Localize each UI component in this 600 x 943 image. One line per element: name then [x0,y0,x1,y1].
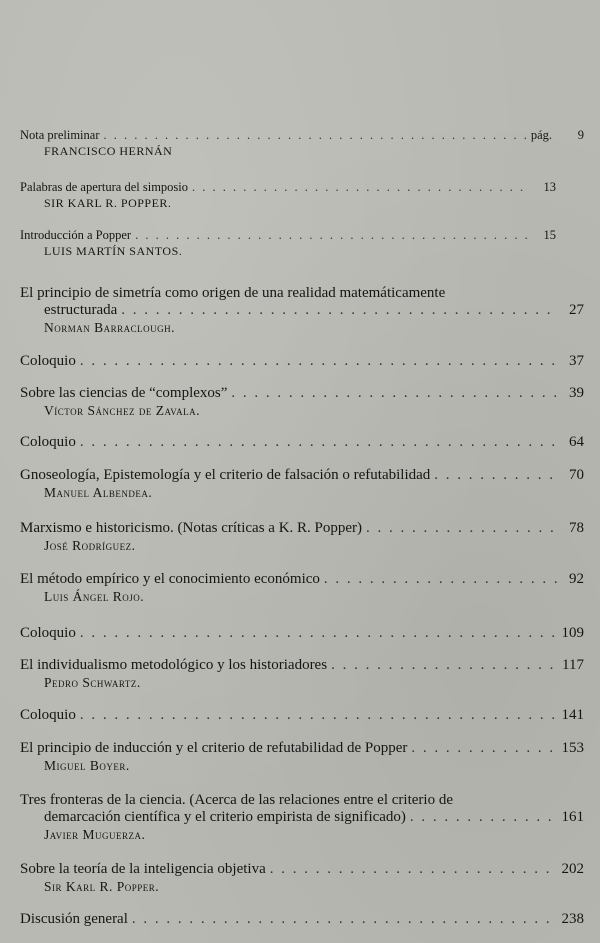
toc-entry [20,228,584,259]
entry-title: El individualismo metodológico y los historiadores [20,657,328,673]
page-number: 153 [561,740,584,756]
toc-entry [20,520,584,554]
leader-dots [331,657,558,674]
entry-title: Palabras de apertura del simposio [20,180,189,194]
page-number: 161 [561,809,584,825]
toc-entry [20,467,584,501]
leader-dots [135,228,530,243]
entry-author: Víctor Sánchez de Zavala. [44,403,201,418]
toc-entry [20,180,584,211]
page-number: 13 [543,180,556,194]
entry-title: Coloquio [20,434,76,450]
leader-dots [80,707,558,724]
entry-author: Luis Ángel Rojo. [44,589,145,604]
page-number: 238 [561,911,584,927]
entry-title: Nota preliminar [20,128,100,142]
page-number: 109 [561,625,584,641]
entry-title: Marxismo e historicismo. (Notas críticas a K. R. Popper) [20,520,363,536]
leader-dots [411,740,557,757]
entry-title: Introducción a Popper [20,228,132,242]
entry-author: Norman Barraclough. [44,320,176,335]
toc-entry [20,571,584,605]
leader-dots [270,861,558,878]
toc-entry [20,911,584,928]
entry-author: Sir Karl R. Popper. [44,879,160,894]
entry-title-line1: Tres fronteras de la ciencia. (Acerca de las relaciones entre el criterio de [20,792,453,808]
leader-dots [80,434,558,451]
page-number: 78 [569,520,584,536]
leader-dots [434,467,558,484]
leader-dots [132,911,558,928]
entry-title: Discusión general [20,911,128,927]
entry-author: FRANCISCO HERNÁN [44,144,173,158]
page-number: 15 [543,228,556,242]
page-number: 39 [569,385,584,401]
toc-entry [20,625,584,642]
page-number: 92 [569,571,584,587]
page-number: 117 [562,657,584,673]
entry-title: Coloquio [20,353,76,369]
leader-dots [104,128,527,143]
leader-dots [121,302,558,319]
entry-author: SIR KARL R. POPPER. [44,196,172,210]
entry-author: Javier Muguerza. [44,827,146,842]
entry-title: Coloquio [20,625,76,641]
leader-dots [192,180,530,195]
toc-entry [20,385,584,419]
entry-title-line1: El principio de simetría como origen de una realidad matemáticamente [20,285,446,301]
entry-title: El método empírico y el conocimiento económico [20,571,320,587]
toc-entry [20,128,584,159]
entry-title-line2: demarcación científica y el criterio empirista de significado) [44,809,406,825]
toc-entry [20,353,584,370]
page-label: pág. [530,128,552,142]
leader-dots [231,385,558,402]
leader-dots [410,809,558,826]
entry-title: Gnoseología, Epistemología y el criterio de falsación o refutabilidad [20,467,431,483]
leader-dots [324,571,558,588]
page-number: 64 [569,434,584,450]
entry-title: Sobre las ciencias de “complexos” [20,385,228,401]
entry-title: El principio de inducción y el criterio de refutabilidad de Popper [20,740,408,756]
toc-entry [20,657,584,691]
toc-entry [20,707,584,724]
toc-entry [20,740,584,774]
entry-author: LUIS MARTÍN SANTOS. [44,244,183,258]
entry-author: Manuel Albendea. [44,485,153,500]
leader-dots [80,353,558,370]
toc-entry [20,434,584,451]
page-number: 9 [577,128,584,142]
entry-author: Miguel Boyer. [44,758,130,773]
page-number: 202 [561,861,584,877]
leader-dots [80,625,558,642]
entry-title-line2: estructurada [44,302,118,318]
entry-title: Sobre la teoría de la inteligencia objetiva [20,861,266,877]
entry-title: Coloquio [20,707,76,723]
leader-dots [366,520,558,537]
page-number: 27 [569,302,584,318]
page-number: 37 [569,353,584,369]
toc-entry [20,792,584,843]
entry-author: José Rodríguez. [44,538,136,553]
page-number: 141 [561,707,584,723]
page-number: 70 [569,467,584,483]
toc-entry [20,861,584,895]
entry-author: Pedro Schwartz. [44,675,141,690]
toc-entry [20,285,584,336]
